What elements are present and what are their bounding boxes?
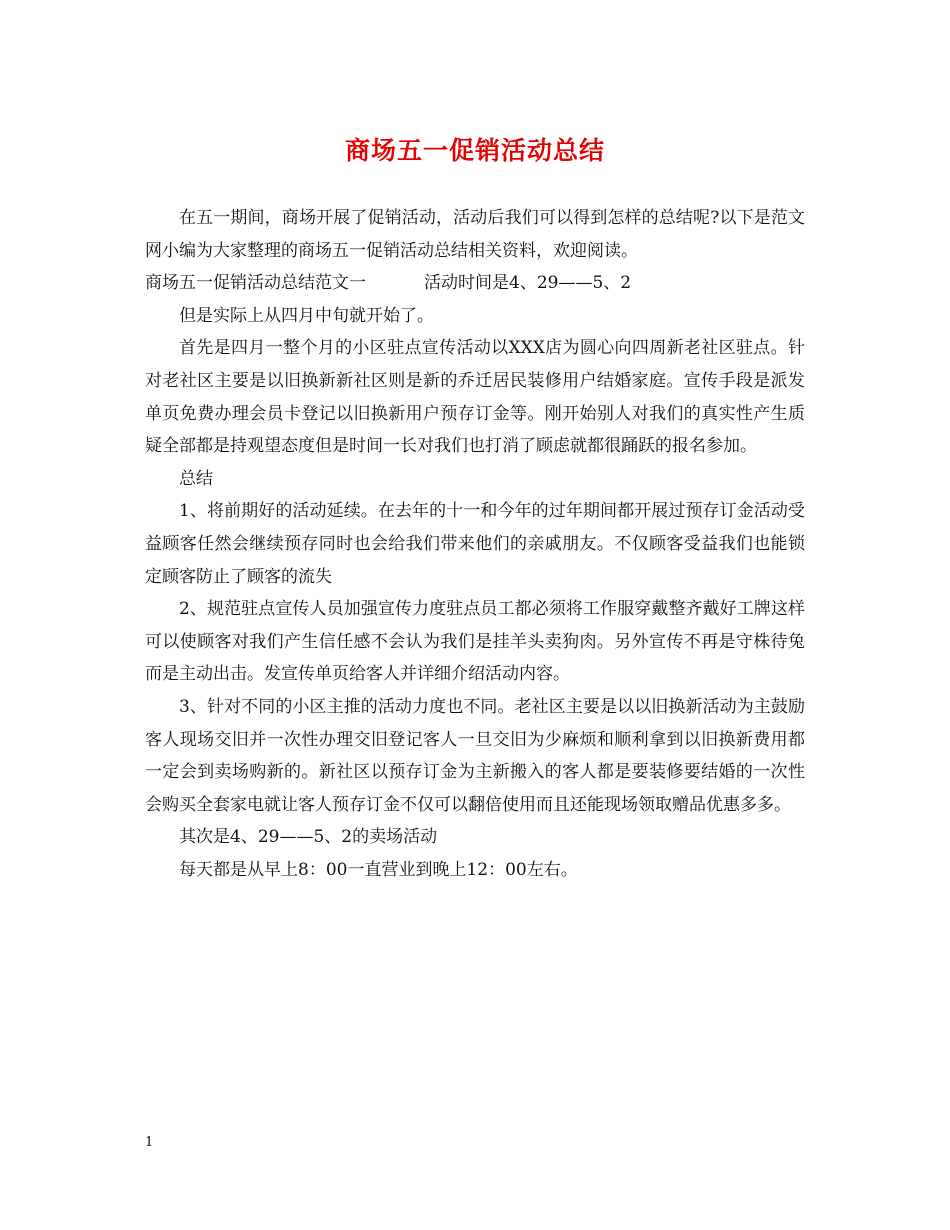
paragraph: 每天都是从早上8：00一直营业到晚上12：00左右。 [179,859,578,880]
paragraph: 但是实际上从四月中旬就开始了。 [179,305,434,326]
paragraph: 其次是4、29——5、2的卖场活动 [179,827,438,848]
sample-heading: 商场五一促销活动总结范文一 [145,273,366,294]
document-body [145,202,805,886]
document-title: 商场五一促销活动总结 [344,136,605,165]
sample-heading-line [145,267,805,300]
intro-paragraph: 在五一期间，商场开展了促销活动，活动后我们可以得到怎样的总结呢?以下是范文网小编为大家整理的商场五一促销活动总结相关资料，欢迎阅读。 [145,208,805,261]
paragraph: 1、将前期好的活动延续。在去年的十一和今年的过年期间都开展过预存订金活动受益顾客任然会继续预存同时也会给我们带来他们的亲戚朋友。不仅顾客受益我们也能锁定顾客防止了顾客的流失 [145,501,805,587]
paragraph: 首先是四月一整个月的小区驻点宣传活动以XXX店为圆心向四周新老社区驻点。针对老社区主要是以旧换新新社区则是新的乔迁居民装修用户结婚家庭。宣传手段是派发单页免费办理会员卡登记以旧换新用户预存订金等。刚开始别人对我们的真实性产生质疑全部都是持观望态度但是时间一长对我们也打消了顾虑就都很踊跃的报名参加。 [145,338,805,457]
activity-time: 活动时间是4、29——5、2 [424,273,632,294]
paragraph: 3、针对不同的小区主推的活动力度也不同。老社区主要是以以旧换新活动为主鼓励客人现场交旧并一次性办理交旧登记客人一旦交旧为少麻烦和顺利拿到以旧换新费用都一定会到卖场购新的。新社区以预存订金为主新搬入的客人都是要装修要结婚的一次性会购买全套家电就让客人预存订金不仅可以翻倍使用而且还能现场领取赠品优惠多多。 [145,696,805,815]
page-number: 1 [145,1135,154,1150]
section-heading: 总结 [179,468,213,489]
paragraph: 2、规范驻点宣传人员加强宣传力度驻点员工都必须将工作服穿戴整齐戴好工牌这样可以使顾客对我们产生信任感不会认为我们是挂羊头卖狗肉。另外宣传不再是守株待兔而是主动出击。发宣传单页给客人并详细介绍活动内容。 [145,599,805,685]
